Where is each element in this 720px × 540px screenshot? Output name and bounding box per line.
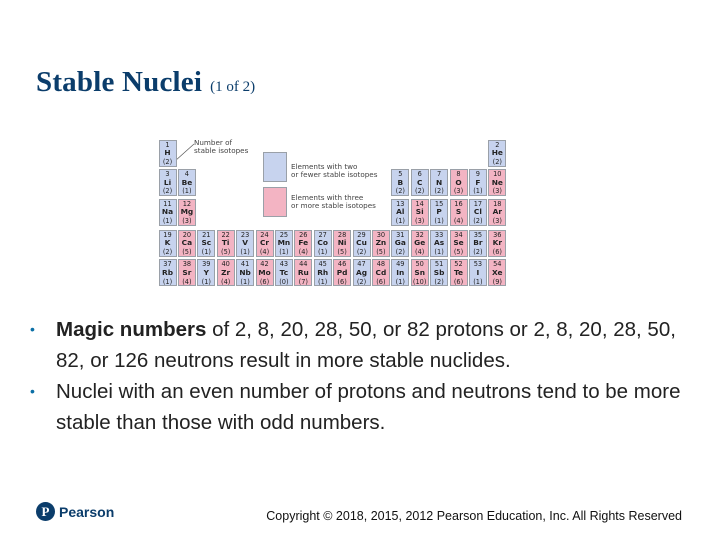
atomic-number: 50 (415, 260, 424, 269)
bullet-item (30, 376, 700, 438)
atomic-number: 48 (376, 260, 386, 269)
isotope-count: (3) (182, 216, 192, 225)
isotope-count: (4) (259, 247, 270, 256)
element-cell-co (314, 230, 332, 257)
element-cell-k (159, 230, 177, 257)
atomic-number: 49 (396, 260, 405, 269)
element-cell-in (391, 259, 409, 286)
element-cell-ag (353, 259, 371, 286)
element-cell-si (411, 199, 429, 226)
isotope-count: (9) (492, 277, 502, 286)
isotope-count: (5) (221, 247, 231, 256)
legend-line: or fewer stable isotopes (291, 170, 378, 180)
atomic-number: 24 (260, 230, 269, 239)
element-cell-c (411, 169, 429, 196)
element-symbol: Ne (491, 177, 503, 187)
element-cell-na (159, 199, 177, 226)
isotope-count: (6) (376, 277, 386, 286)
bullet-bold: Magic numbers (56, 318, 207, 341)
copyright-notice: Copyright © 2018, 2015, 2012 Pearson Education, Inc. All Rights Reserved (266, 509, 682, 523)
atomic-number: 44 (299, 260, 308, 269)
isotope-count: (1) (318, 277, 328, 286)
atomic-number: 7 (436, 170, 442, 179)
element-symbol: Cd (375, 267, 387, 277)
isotope-count: (1) (473, 187, 483, 196)
element-cell-pd (333, 259, 351, 286)
isotope-count: (6) (492, 247, 502, 256)
element-symbol: Sc (201, 238, 212, 248)
isotope-count: (3) (492, 216, 502, 225)
element-symbol: Na (161, 207, 174, 217)
atomic-number: 51 (434, 260, 444, 269)
atomic-number: 2 (495, 140, 500, 149)
element-cell-h (159, 140, 177, 167)
element-cell-mn (275, 230, 293, 257)
isotope-count: (2) (434, 187, 444, 196)
element-symbol: Fe (298, 238, 309, 248)
legend-label-few (291, 163, 377, 180)
atomic-number: 28 (337, 230, 347, 239)
element-symbol: Cr (259, 238, 270, 248)
isotope-count: (2) (162, 157, 173, 166)
element-symbol: Si (415, 207, 424, 217)
element-cell-nb (236, 259, 254, 286)
element-symbol: Mn (277, 238, 291, 248)
atomic-number: 30 (376, 230, 386, 239)
element-cell-ne (488, 169, 506, 196)
isotope-count: (2) (415, 187, 425, 196)
slide-title-sub: (1 of 2) (210, 79, 256, 95)
isotope-count: (2) (473, 216, 483, 225)
atomic-number: 12 (182, 199, 192, 208)
isotope-count: (2) (395, 187, 405, 196)
element-symbol: Ag (355, 267, 367, 277)
bullet-dot-icon: • (30, 321, 35, 337)
atomic-number: 38 (182, 260, 192, 269)
atomic-number: 17 (473, 199, 483, 208)
atomic-number: 23 (240, 230, 250, 239)
atomic-number: 31 (396, 230, 405, 239)
atomic-number: 3 (165, 170, 170, 179)
atomic-number: 43 (279, 260, 289, 269)
isotope-count: (0) (279, 277, 289, 286)
isotope-count: (3) (453, 187, 464, 196)
atomic-number: 52 (454, 260, 463, 269)
isotope-count: (1) (240, 247, 250, 256)
atomic-number: 18 (493, 199, 502, 208)
atomic-number: 15 (434, 199, 444, 208)
isotope-count: (3) (492, 187, 502, 196)
isotope-count: (6) (259, 277, 270, 286)
isotope-count: (1) (162, 277, 173, 286)
element-symbol: B (397, 177, 404, 187)
isotope-count: (1) (182, 187, 192, 196)
element-cell-ni (333, 230, 351, 257)
element-cell-o (450, 169, 468, 196)
atomic-number: 47 (357, 260, 366, 269)
element-symbol: Ru (297, 267, 309, 277)
isotope-count: (1) (279, 247, 289, 256)
atomic-number: 8 (456, 170, 461, 179)
isotope-count: (1) (318, 247, 328, 256)
isotope-count: (1) (201, 247, 211, 256)
element-cell-ge (411, 230, 429, 257)
element-cell-ar (488, 199, 506, 226)
element-symbol: C (416, 177, 423, 187)
element-cell-fe (294, 230, 312, 257)
element-symbol: Sr (182, 267, 192, 277)
element-cell-n (430, 169, 448, 196)
atomic-number: 41 (240, 260, 250, 269)
isotope-count: (2) (395, 247, 405, 256)
bullet-dot-icon: • (30, 383, 35, 399)
atomic-number: 5 (398, 170, 403, 179)
atomic-number: 39 (202, 260, 211, 269)
element-cell-as (430, 230, 448, 257)
element-symbol: Ar (492, 207, 502, 217)
isotope-count: (2) (356, 277, 367, 286)
element-symbol: Ga (394, 238, 406, 248)
element-cell-sr (178, 259, 196, 286)
element-cell-br (469, 230, 487, 257)
element-cell-sn (411, 259, 429, 286)
isotope-count: (7) (298, 277, 308, 286)
isotope-count: (4) (221, 277, 231, 286)
atomic-number: 25 (279, 230, 289, 239)
element-symbol: K (164, 238, 171, 248)
isotope-count: (5) (376, 247, 386, 256)
element-symbol: Rh (317, 267, 329, 277)
element-cell-kr (488, 230, 506, 257)
isotope-count: (2) (356, 247, 367, 256)
element-symbol: In (396, 267, 405, 277)
isotope-count: (1) (201, 277, 211, 286)
isotope-count: (10) (412, 277, 427, 286)
element-symbol: Ge (414, 238, 426, 248)
atomic-number: 20 (182, 230, 192, 239)
element-symbol: Zr (221, 267, 231, 277)
element-symbol: Rb (162, 267, 173, 277)
element-symbol: O (455, 177, 462, 187)
pearson-logo-icon: P (36, 502, 55, 521)
isotope-count: (1) (434, 216, 444, 225)
isotope-count: (6) (453, 277, 464, 286)
legend-line: or more stable isotopes (291, 201, 376, 211)
element-symbol: Zn (375, 238, 387, 248)
isotope-count: (6) (337, 277, 347, 286)
atomic-number: 14 (415, 199, 424, 208)
element-symbol: Al (396, 207, 405, 217)
element-cell-ru (294, 259, 312, 286)
atomic-number: 27 (318, 230, 327, 239)
atomic-number: 53 (473, 260, 483, 269)
element-cell-be (178, 169, 196, 196)
element-cell-se (450, 230, 468, 257)
element-cell-cd (372, 259, 390, 286)
isotope-count: (1) (473, 277, 483, 286)
element-cell-mo (256, 259, 274, 286)
atomic-number: 11 (163, 199, 172, 208)
element-symbol: He (491, 148, 503, 158)
element-cell-cl (469, 199, 487, 226)
element-symbol: As (434, 238, 445, 248)
element-cell-cr (256, 230, 274, 257)
isotope-count: (5) (182, 247, 192, 256)
isotope-count: (1) (162, 216, 173, 225)
atomic-number: 33 (434, 230, 444, 239)
legend-swatch-few (263, 152, 287, 182)
element-cell-te (450, 259, 468, 286)
element-symbol: Cl (473, 207, 482, 217)
atomic-number: 54 (493, 260, 502, 269)
element-cell-ga (391, 230, 409, 257)
callout-line: Number of (194, 138, 233, 147)
element-symbol: Br (473, 238, 483, 248)
atomic-number: 19 (163, 230, 172, 239)
element-cell-rb (159, 259, 177, 286)
element-symbol: Tc (279, 267, 289, 277)
element-symbol: Te (453, 267, 464, 277)
element-cell-i (469, 259, 487, 286)
isotope-count: (5) (337, 247, 347, 256)
element-cell-s (450, 199, 468, 226)
element-symbol: Xe (492, 267, 503, 277)
element-cell-li (159, 169, 177, 196)
element-cell-rh (314, 259, 332, 286)
element-cell-f (469, 169, 487, 196)
element-symbol: Se (453, 238, 464, 248)
element-cell-p (430, 199, 448, 226)
isotope-count: (4) (182, 277, 192, 286)
isotope-count: (4) (453, 216, 464, 225)
bullet-item (30, 314, 700, 376)
element-symbol: Li (163, 177, 172, 187)
element-cell-zr (217, 259, 235, 286)
element-symbol: Ni (337, 238, 347, 248)
atomic-number: 16 (454, 199, 463, 208)
element-cell-v (236, 230, 254, 257)
isotope-count: (3) (415, 216, 425, 225)
pearson-logo-word: Pearson (59, 503, 115, 520)
element-symbol: Kr (492, 238, 502, 248)
element-cell-zn (372, 230, 390, 257)
isotope-count: (4) (415, 247, 425, 256)
element-cell-al (391, 199, 409, 226)
atomic-number: 22 (221, 230, 230, 239)
slide-title (36, 66, 255, 99)
element-cell-tc (275, 259, 293, 286)
element-symbol: H (164, 148, 171, 158)
element-symbol: Ti (221, 238, 230, 248)
atomic-number: 4 (184, 170, 189, 179)
atomic-number: 21 (202, 230, 211, 239)
atomic-number: 6 (417, 170, 422, 179)
element-symbol: Be (181, 177, 193, 187)
pearson-logo (36, 502, 114, 521)
atomic-number: 13 (396, 199, 405, 208)
isotope-count: (1) (395, 216, 405, 225)
atomic-number: 1 (165, 140, 170, 149)
element-cell-b (391, 169, 409, 196)
element-symbol: Sb (433, 267, 445, 277)
atomic-number: 29 (357, 230, 366, 239)
atomic-number: 40 (221, 260, 230, 269)
isotope-count: (1) (240, 277, 250, 286)
element-symbol: Cu (356, 238, 367, 248)
element-cell-ca (178, 230, 196, 257)
element-symbol: Pd (336, 267, 348, 277)
legend-line: Elements with three (291, 193, 364, 202)
bullet-list (30, 314, 700, 438)
periodic-table-figure (158, 139, 562, 293)
element-cell-he (488, 140, 506, 167)
atomic-number: 35 (473, 230, 483, 239)
atomic-number: 46 (337, 260, 347, 269)
isotope-count: (1) (434, 247, 444, 256)
isotope-count: (2) (162, 187, 173, 196)
element-symbol: P (436, 207, 442, 217)
element-symbol: V (242, 238, 248, 248)
atomic-number: 45 (318, 260, 327, 269)
element-symbol: Ca (181, 238, 193, 248)
element-cell-y (197, 259, 215, 286)
slide-title-main: Stable Nuclei (36, 66, 203, 98)
element-symbol: Mg (180, 207, 194, 217)
element-cell-sb (430, 259, 448, 286)
element-cell-mg (178, 199, 196, 226)
atomic-number: 26 (299, 230, 308, 239)
atomic-number: 32 (415, 230, 424, 239)
isotope-count: (2) (434, 277, 444, 286)
isotope-count: (2) (492, 157, 502, 166)
isotope-count: (4) (298, 247, 308, 256)
element-symbol: S (455, 207, 462, 217)
element-cell-xe (488, 259, 506, 286)
isotope-count: (2) (473, 247, 483, 256)
element-symbol: I (476, 267, 480, 277)
atomic-number: 42 (260, 260, 269, 269)
legend-swatch-many (263, 187, 287, 217)
atomic-number: 37 (163, 260, 172, 269)
element-symbol: F (475, 177, 481, 187)
element-symbol: Mo (258, 267, 271, 277)
isotope-count: (5) (453, 247, 464, 256)
element-symbol: Y (203, 267, 209, 277)
element-cell-cu (353, 230, 371, 257)
element-cell-sc (197, 230, 215, 257)
atomic-number: 34 (454, 230, 463, 239)
legend-line: Elements with two (291, 162, 358, 171)
isotope-count: (1) (395, 277, 405, 286)
bullet-text: Nuclei with an even number of protons and neutrons tend to be more stable than those with odd numbers. (56, 380, 681, 434)
atomic-number: 9 (475, 170, 480, 179)
element-symbol: Nb (239, 267, 251, 277)
element-symbol: Sn (414, 267, 425, 277)
isotope-count: (2) (162, 247, 173, 256)
element-symbol: N (436, 177, 443, 187)
atomic-number: 36 (493, 230, 502, 239)
element-symbol: Co (317, 238, 328, 248)
legend-label-many (291, 194, 376, 211)
atomic-number: 10 (493, 170, 502, 179)
callout-line: stable isotopes (194, 146, 249, 156)
bullet-text: of 2, 8, 20, 28, 50, or 82 protons or 2, 8, 20, 28, 50, 82, or 126 neutrons result in more stable nuclides. (56, 318, 676, 372)
element-cell-ti (217, 230, 235, 257)
